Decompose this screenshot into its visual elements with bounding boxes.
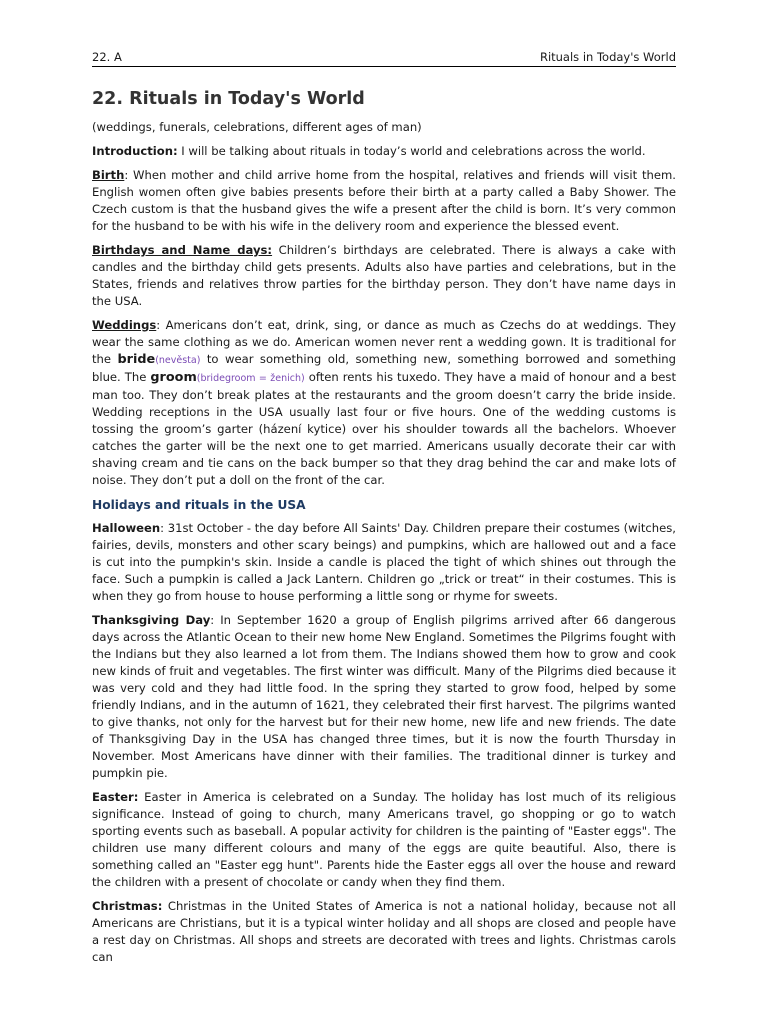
birth-text: : When mother and child arrive home from the hospital, relatives and friends will visit them. English women often give babies presents before their birth at a party called a Baby Shower. The Czech custom is that the husband gives the wife a present after the child is born. It’s very common for the husband to be with his wife in the delivery room and experience the blessed event. <box>92 168 676 233</box>
christmas-text: Christmas in the United States of America is not a national holiday, because not all Americans are Christians, but it is a typical winter holiday and all shops are closed and people have a rest day on Christmas. All shops and streets are decorated with trees and lights. Christmas carols can <box>92 899 676 964</box>
easter-text: Easter in America is celebrated on a Sunday. The holiday has lost much of its religious significance. Instead of going to church, many Americans travel, go shopping or go to watch sporting events such as baseball. A popular activity for children is the painting of "Easter eggs". The children use many different colours and many of the eggs are quite beautiful. Also, there is something called an "Easter egg hunt". Parents hide the Easter eggs all over the house and reward the children with a present of chocolate or candy when they find them. <box>92 790 676 889</box>
weddings-label: Weddings <box>92 318 157 332</box>
bride-term: bride <box>117 352 156 367</box>
header-right: Rituals in Today's World <box>539 50 676 64</box>
intro-text: I will be talking about rituals in today’s world and celebrations across the world. <box>177 144 646 158</box>
halloween-label: Halloween <box>92 521 161 535</box>
birthdays-label: Birthdays and Name days: <box>92 243 273 257</box>
weddings-paragraph <box>92 317 676 489</box>
intro-label: Introduction: <box>92 144 178 158</box>
subtitle: (weddings, funerals, celebrations, different ages of man) <box>92 120 422 134</box>
page-header <box>92 50 676 67</box>
christmas-paragraph <box>92 898 676 966</box>
christmas-label: Christmas: <box>92 899 163 913</box>
groom-note: (bridegroom = ženich) <box>196 373 305 384</box>
birthdays-text: Children’s birthdays are celebrated. There is always a cake with candles and the birthday child gets presents. Adults also have parties and celebrations, but in the States, friends and relatives throw parties for the birthday person. They don’t have name days in the USA. <box>92 243 676 308</box>
document-content <box>92 88 676 966</box>
bride-note: (nevěsta) <box>155 355 201 366</box>
weddings-text-3: often rents his tuxedo. They have a maid of honour and a best man too. They don’t break plates at the restaurants and the groom doesn’t carry the bride inside. Wedding receptions in the USA usually last four or five hours. One of the wedding customs is tossing the groom’s garter (házení kytice) over his shoulder towards all the bachelors. Whoever catches the garter will be the next one to get married. Americans usually decorate their car with shaving cream and tie cans on the back bumper so that they drag behind the car and make lots of noise. They don’t put a doll on the front of the car. <box>92 370 676 487</box>
header-left: 22. A <box>92 50 122 64</box>
thanksgiving-text: : In September 1620 a group of English pilgrims arrived after 66 dangerous days across the Atlantic Ocean to their new home New England. Sometimes the Pilgrims fought with the Indians but they also learned a lot from them. The Indians showed them how to grow and cook new kinds of fruit and vegetables. The first winter was difficult. Many of the Pilgrims died because it was very cold and they had little food. In the spring they started to grow food, helped by some friendly Indians, and in the autumn of 1621, they celebrated their first harvest. The pilgrims wanted to give thanks, not only for the harvest but for their new home, new life and new friends. The date of Thanksgiving Day in the USA has changed three times, but it is now the fourth Thursday in November. Most Americans have dinner with their families. The traditional dinner is turkey and pumpkin pie. <box>92 613 676 780</box>
weddings-text-1: : Americans don’t eat, drink, sing, or dance as much as Czechs do at weddings. They wear the same clothing as we do. American women never rent a wedding gown. It is traditional for the <box>92 318 676 366</box>
section-heading: Holidays and rituals in the USA <box>92 498 306 512</box>
halloween-text: : 31st October - the day before All Saints' Day. Children prepare their costumes (witches, fairies, devils, monsters and other scary beings) and pumpkins, which are hallowed out and a face is cut into the pumpkin's skin. Inside a candle is placed the tight of which shines out through the face. Such a pumpkin is called a Jack Lantern. Children go „trick or treat“ in their costumes. This is when they go from house to house performing a little song or rhyme for sweets. <box>92 521 676 603</box>
intro-paragraph <box>92 143 676 160</box>
birth-label: Birth <box>92 168 125 182</box>
birth-paragraph <box>92 167 676 235</box>
birthdays-paragraph <box>92 242 676 310</box>
page-title: 22. Rituals in Today's World <box>92 89 365 109</box>
thanksgiving-paragraph <box>92 612 676 782</box>
groom-term: groom <box>150 370 197 385</box>
easter-paragraph <box>92 789 676 891</box>
easter-label: Easter: <box>92 790 139 804</box>
halloween-paragraph <box>92 520 676 605</box>
thanksgiving-label: Thanksgiving Day <box>92 613 211 627</box>
weddings-text-2: to wear something old, something new, something borrowed and something blue. The <box>92 352 677 384</box>
